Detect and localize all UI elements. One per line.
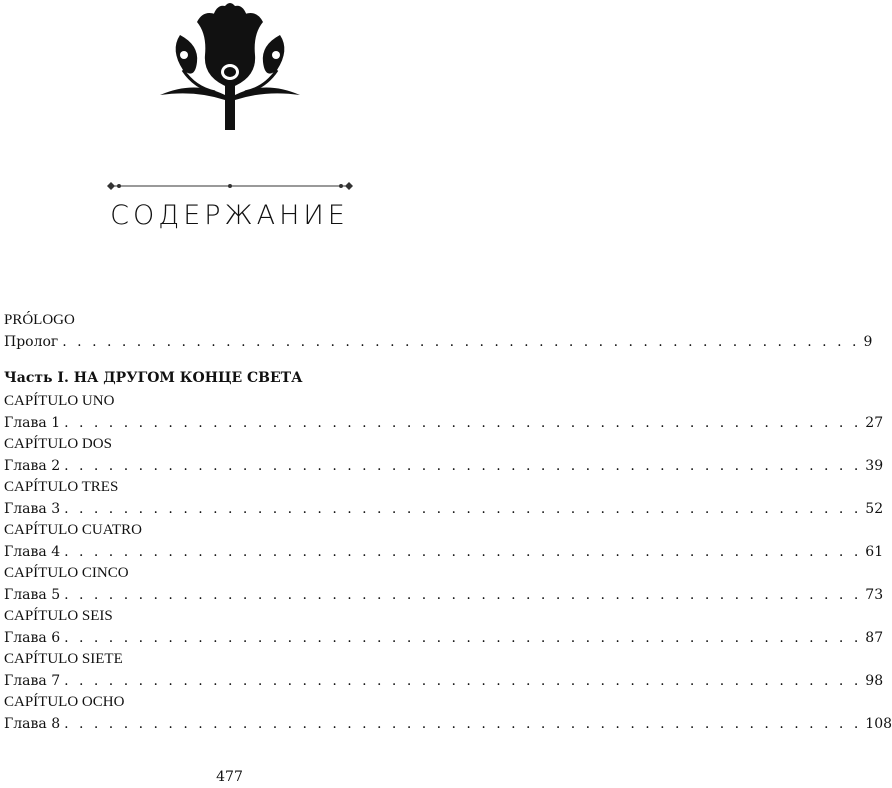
toc-entry[interactable] bbox=[4, 455, 884, 477]
section-label: CAPÍTULO CINCO bbox=[4, 565, 129, 581]
toc-entry[interactable] bbox=[4, 541, 884, 563]
decorative-divider bbox=[105, 179, 355, 193]
entry-page: 87 bbox=[865, 630, 884, 646]
leader-dots: . . . . . . . . . . . . . . . . . . . . . . . . . . . . . . . . . . . . . . . . . . . . . . . . . . . . . . bbox=[62, 334, 860, 350]
section-label: CAPÍTULO UNO bbox=[4, 393, 115, 409]
leader-dots: . . . . . . . . . . . . . . . . . . . . . . . . . . . . . . . . . . . . . . . . . . . . . . . . . . . . . . bbox=[64, 544, 862, 560]
chapter-group bbox=[4, 563, 884, 606]
entry-label: Глава 5 bbox=[4, 587, 61, 603]
section-label: CAPÍTULO SIETE bbox=[4, 651, 123, 667]
entry-page: 9 bbox=[863, 334, 873, 350]
lotus-ornament-icon bbox=[155, 0, 305, 130]
section-label: CAPÍTULO DOS bbox=[4, 436, 112, 452]
entry-label: Глава 1 bbox=[4, 415, 61, 431]
toc-entry[interactable] bbox=[4, 498, 884, 520]
toc-entry[interactable] bbox=[4, 627, 884, 649]
section-label: CAPÍTULO TRES bbox=[4, 479, 119, 495]
entry-label: Глава 3 bbox=[4, 501, 61, 517]
chapter-group bbox=[4, 649, 884, 692]
entry-label: Глава 8 bbox=[4, 716, 61, 732]
entry-label: Глава 6 bbox=[4, 630, 61, 646]
toc-entry[interactable] bbox=[4, 331, 873, 353]
toc-entry[interactable] bbox=[4, 412, 884, 434]
chapter-group bbox=[4, 477, 884, 520]
entry-page: 73 bbox=[865, 587, 884, 603]
entry-page: 39 bbox=[865, 458, 884, 474]
leader-dots: . . . . . . . . . . . . . . . . . . . . . . . . . . . . . . . . . . . . . . . . . . . . . . . . . . . . . . bbox=[64, 673, 862, 689]
table-of-contents bbox=[4, 310, 892, 735]
leader-dots: . . . . . . . . . . . . . . . . . . . . . . . . . . . . . . . . . . . . . . . . . . . . . . . . . . . . . . bbox=[64, 587, 862, 603]
entry-label: Глава 2 bbox=[4, 458, 61, 474]
chapter-group bbox=[4, 520, 884, 563]
entry-label: Глава 7 bbox=[4, 673, 61, 689]
leader-dots: . . . . . . . . . . . . . . . . . . . . . . . . . . . . . . . . . . . . . . . . . . . . . . . . . . . . . . bbox=[64, 501, 862, 517]
chapter-group bbox=[4, 391, 884, 434]
leader-dots: . . . . . . . . . . . . . . . . . . . . . . . . . . . . . . . . . . . . . . . . . . . . . . . . . . . . . . bbox=[64, 458, 862, 474]
toc-entry[interactable] bbox=[4, 713, 892, 735]
chapter-group bbox=[4, 606, 884, 649]
section-label: CAPÍTULO OCHO bbox=[4, 694, 125, 710]
part-heading: Часть I. НА ДРУГОМ КОНЦЕ СВЕТА bbox=[4, 370, 303, 386]
prologue-group bbox=[4, 310, 873, 353]
chapter-group bbox=[4, 692, 892, 735]
toc-entry[interactable] bbox=[4, 584, 884, 606]
section-label: CAPÍTULO SEIS bbox=[4, 608, 113, 624]
leader-dots: . . . . . . . . . . . . . . . . . . . . . . . . . . . . . . . . . . . . . . . . . . . . . . . . . . . . . . bbox=[64, 716, 862, 732]
page-number: 477 bbox=[216, 769, 243, 785]
entry-page: 27 bbox=[865, 415, 884, 431]
leader-dots: . . . . . . . . . . . . . . . . . . . . . . . . . . . . . . . . . . . . . . . . . . . . . . . . . . . . . . bbox=[64, 415, 862, 431]
entry-label: Пролог bbox=[4, 334, 59, 350]
leader-dots: . . . . . . . . . . . . . . . . . . . . . . . . . . . . . . . . . . . . . . . . . . . . . . . . . . . . . . bbox=[64, 630, 862, 646]
entry-page: 52 bbox=[865, 501, 884, 517]
entry-page: 61 bbox=[865, 544, 884, 560]
entry-label: Глава 4 bbox=[4, 544, 61, 560]
section-label: CAPÍTULO CUATRO bbox=[4, 522, 142, 538]
entry-page: 108 bbox=[865, 716, 892, 732]
chapter-list bbox=[4, 391, 892, 735]
chapter-group bbox=[4, 434, 884, 477]
page-title: СОДЕРЖАНИЕ bbox=[110, 200, 349, 231]
section-label: PRÓLOGO bbox=[4, 312, 75, 328]
toc-entry[interactable] bbox=[4, 670, 884, 692]
entry-page: 98 bbox=[865, 673, 884, 689]
